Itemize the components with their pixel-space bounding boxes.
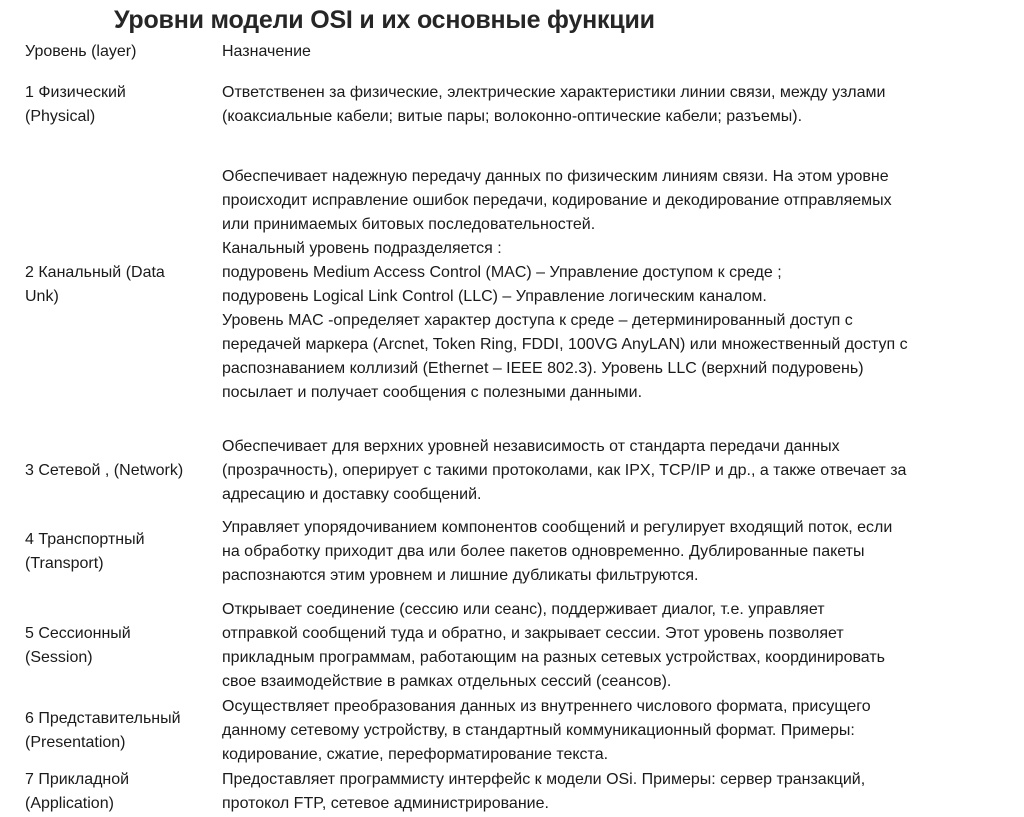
description-line: Ответственен за физические, электрические характеристики линии связи, между узлами [222,84,886,101]
layer-description-presentation [222,695,1005,767]
header-purpose: Назначение [222,43,311,60]
description-line: (прозрачность), оперирует с такими протоколами, как IPX, TCP/IP и др., а также отвечает за [222,462,907,479]
layer-name-line: (Physical) [25,108,96,125]
layer-name-network [25,435,222,507]
description-line: Обеспечивает для верхних уровней независимость от стандарта передачи данных [222,438,840,455]
description-line: посылает и получает сообщения с полезными данными. [222,383,643,401]
description-line: передачей маркера (Arcnet, Token Ring, FDDI, 100VG AnyLAN) или множественный доступ с [222,335,908,353]
layer-name-line: 6 Представительный [25,710,181,727]
page-title: Уровни модели OSI и их основные функции [114,6,655,34]
description-line: распознаванием коллизий (Ethernet – IEEE 802.3). Уровень LLC (верхний подуровень) [222,359,864,377]
layer-name-line: (Presentation) [25,734,126,751]
description-line: подуровень Logical Link Control (LLC) – Управление логическим каналом. [222,287,767,305]
layer-description-network [222,435,1005,507]
layer-name-line: 4 Транспортный [25,531,145,548]
layer-name-line: (Transport) [25,555,104,572]
description-line: свое взаимодействие в рамках отдельных сессий (сеансов). [222,673,672,690]
layer-description-application [222,767,1005,817]
layer-name-line: 3 Сетевой , (Network) [25,462,184,479]
layer-name-presentation [25,695,222,767]
description-line: отправкой сообщений туда и обратно, и закрывает сессии. Этот уровень позволяет [222,625,844,642]
description-line: распознаются этим уровнем и лишние дубликаты фильтруются. [222,567,699,584]
description-line: (коаксиальные кабели; витые пары; волоконно-оптические кабели; разъемы). [222,108,803,125]
table-row [25,435,1005,507]
description-line: или принимаемых битовых последовательностей. [222,215,596,233]
table-row [25,134,1005,435]
layer-description-physical [222,68,1005,134]
description-line: адресацию и доставку сообщений. [222,486,482,503]
description-line: на обработку приходит два или более пакетов одновременно. Дублированные пакеты [222,543,865,560]
description-line: Управляет упорядочиванием компонентов сообщений и регулирует входящий поток, если [222,519,893,536]
layer-name-line: 7 Прикладной [25,771,130,788]
table-row [25,767,1005,817]
table-row [25,68,1005,134]
table-row [25,597,1005,695]
layer-description-data-link [222,134,1005,435]
description-line: кодирование, сжатие, переформатирование текста. [222,746,609,763]
osi-layers-table [25,40,1005,817]
table-row [25,695,1005,767]
description-line: данному сетевому устройству, в стандартный коммуникационный формат. Примеры: [222,722,855,739]
layer-name-line: Unk) [25,287,59,305]
layer-name-application [25,767,222,817]
description-line: Открывает соединение (сессию или сеанс), поддерживает диалог, т.е. управляет [222,601,825,618]
description-line: происходит исправление ошибок передачи, кодирование и декодирование отправляемых [222,191,892,209]
description-line: прикладным программам, работающим на разных сетевых устройствах, координировать [222,649,885,666]
layer-name-line: 1 Физический [25,84,126,101]
layer-name-transport [25,507,222,597]
layer-name-line: 2 Канальный (Data [25,263,165,281]
layer-description-session [222,597,1005,695]
description-line: протокол FTP, сетевое администрирование. [222,795,549,812]
description-line: Обеспечивает надежную передачу данных по физическим линиям связи. На этом уровне [222,167,889,185]
description-line: Предоставляет программисту интерфейс к модели OSi. Примеры: сервер транзакций, [222,771,866,788]
layer-description-transport [222,507,1005,597]
description-line: Канальный уровень подразделяется : [222,239,502,257]
description-line: Осуществляет преобразования данных из внутреннего числового формата, присущего [222,698,871,715]
table-header-row [25,40,1005,68]
header-level: Уровень (layer) [25,43,137,60]
layer-name-data-link [25,134,222,435]
layer-name-physical [25,68,222,134]
layer-name-line: 5 Сессионный [25,625,131,642]
layer-name-line: (Application) [25,795,114,812]
layer-name-session [25,597,222,695]
description-line: подуровень Medium Access Control (MAC) – Управление доступом к среде ; [222,263,782,281]
layer-name-line: (Session) [25,649,93,666]
description-line: Уровень MAC -определяет характер доступа к среде – детерминированный доступ с [222,311,853,329]
table-row [25,507,1005,597]
